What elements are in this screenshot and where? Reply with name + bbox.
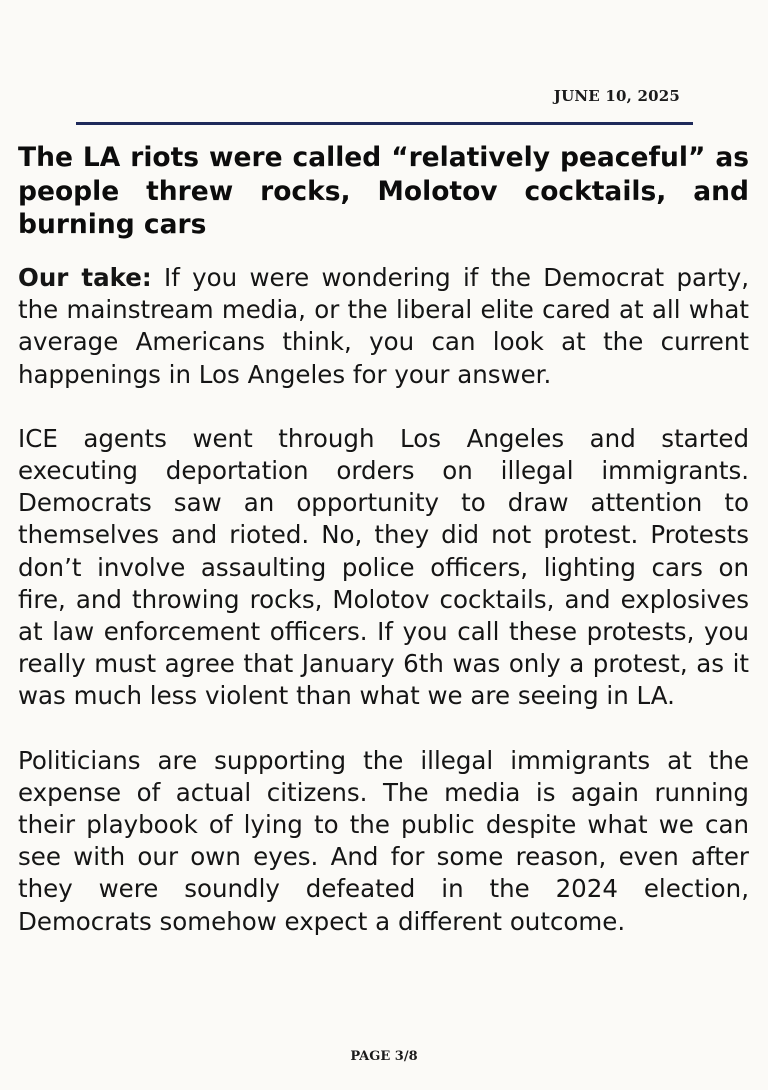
page-number: PAGE 3/8: [350, 1049, 418, 1064]
lead-label: Our take:: [18, 263, 152, 292]
article-date: JUNE 10, 2025: [553, 87, 680, 105]
lead-paragraph: [18, 262, 749, 391]
lead-text: If you were wondering if the Democrat party, the mainstream media, or the liberal elite cared at all what average Americans think, you can look at the current happenings in Los Angeles for your answer.: [18, 263, 749, 389]
article-body: [18, 262, 749, 970]
body-paragraph-3: Politicians are supporting the illegal immigrants at the expense of actual citizens. The media is again running their playbook of lying to the public despite what we can see with our own eyes. And for some reason, even after they were soundly defeated in the 2024 election, Democrats somehow expect a different outcome.: [18, 745, 749, 936]
header-divider: [76, 122, 693, 125]
body-paragraph-2: ICE agents went through Los Angeles and started executing deportation orders on illegal immigrants. Democrats saw an opportunity to draw attention to themselves and rioted. No, they did not protest. Protests don’t involve assaulting police officers, lighting cars on fire, and throwing rocks, Molotov cocktails, and explosives at law enforcement officers. If you call these protests, you really must agree that January 6th was only a protest, as it was much less violent than what we are seeing in LA.: [18, 423, 749, 711]
article-headline: The LA riots were called “relatively peaceful” as people threw rocks, Molotov cocktails, and burning cars: [18, 142, 749, 240]
